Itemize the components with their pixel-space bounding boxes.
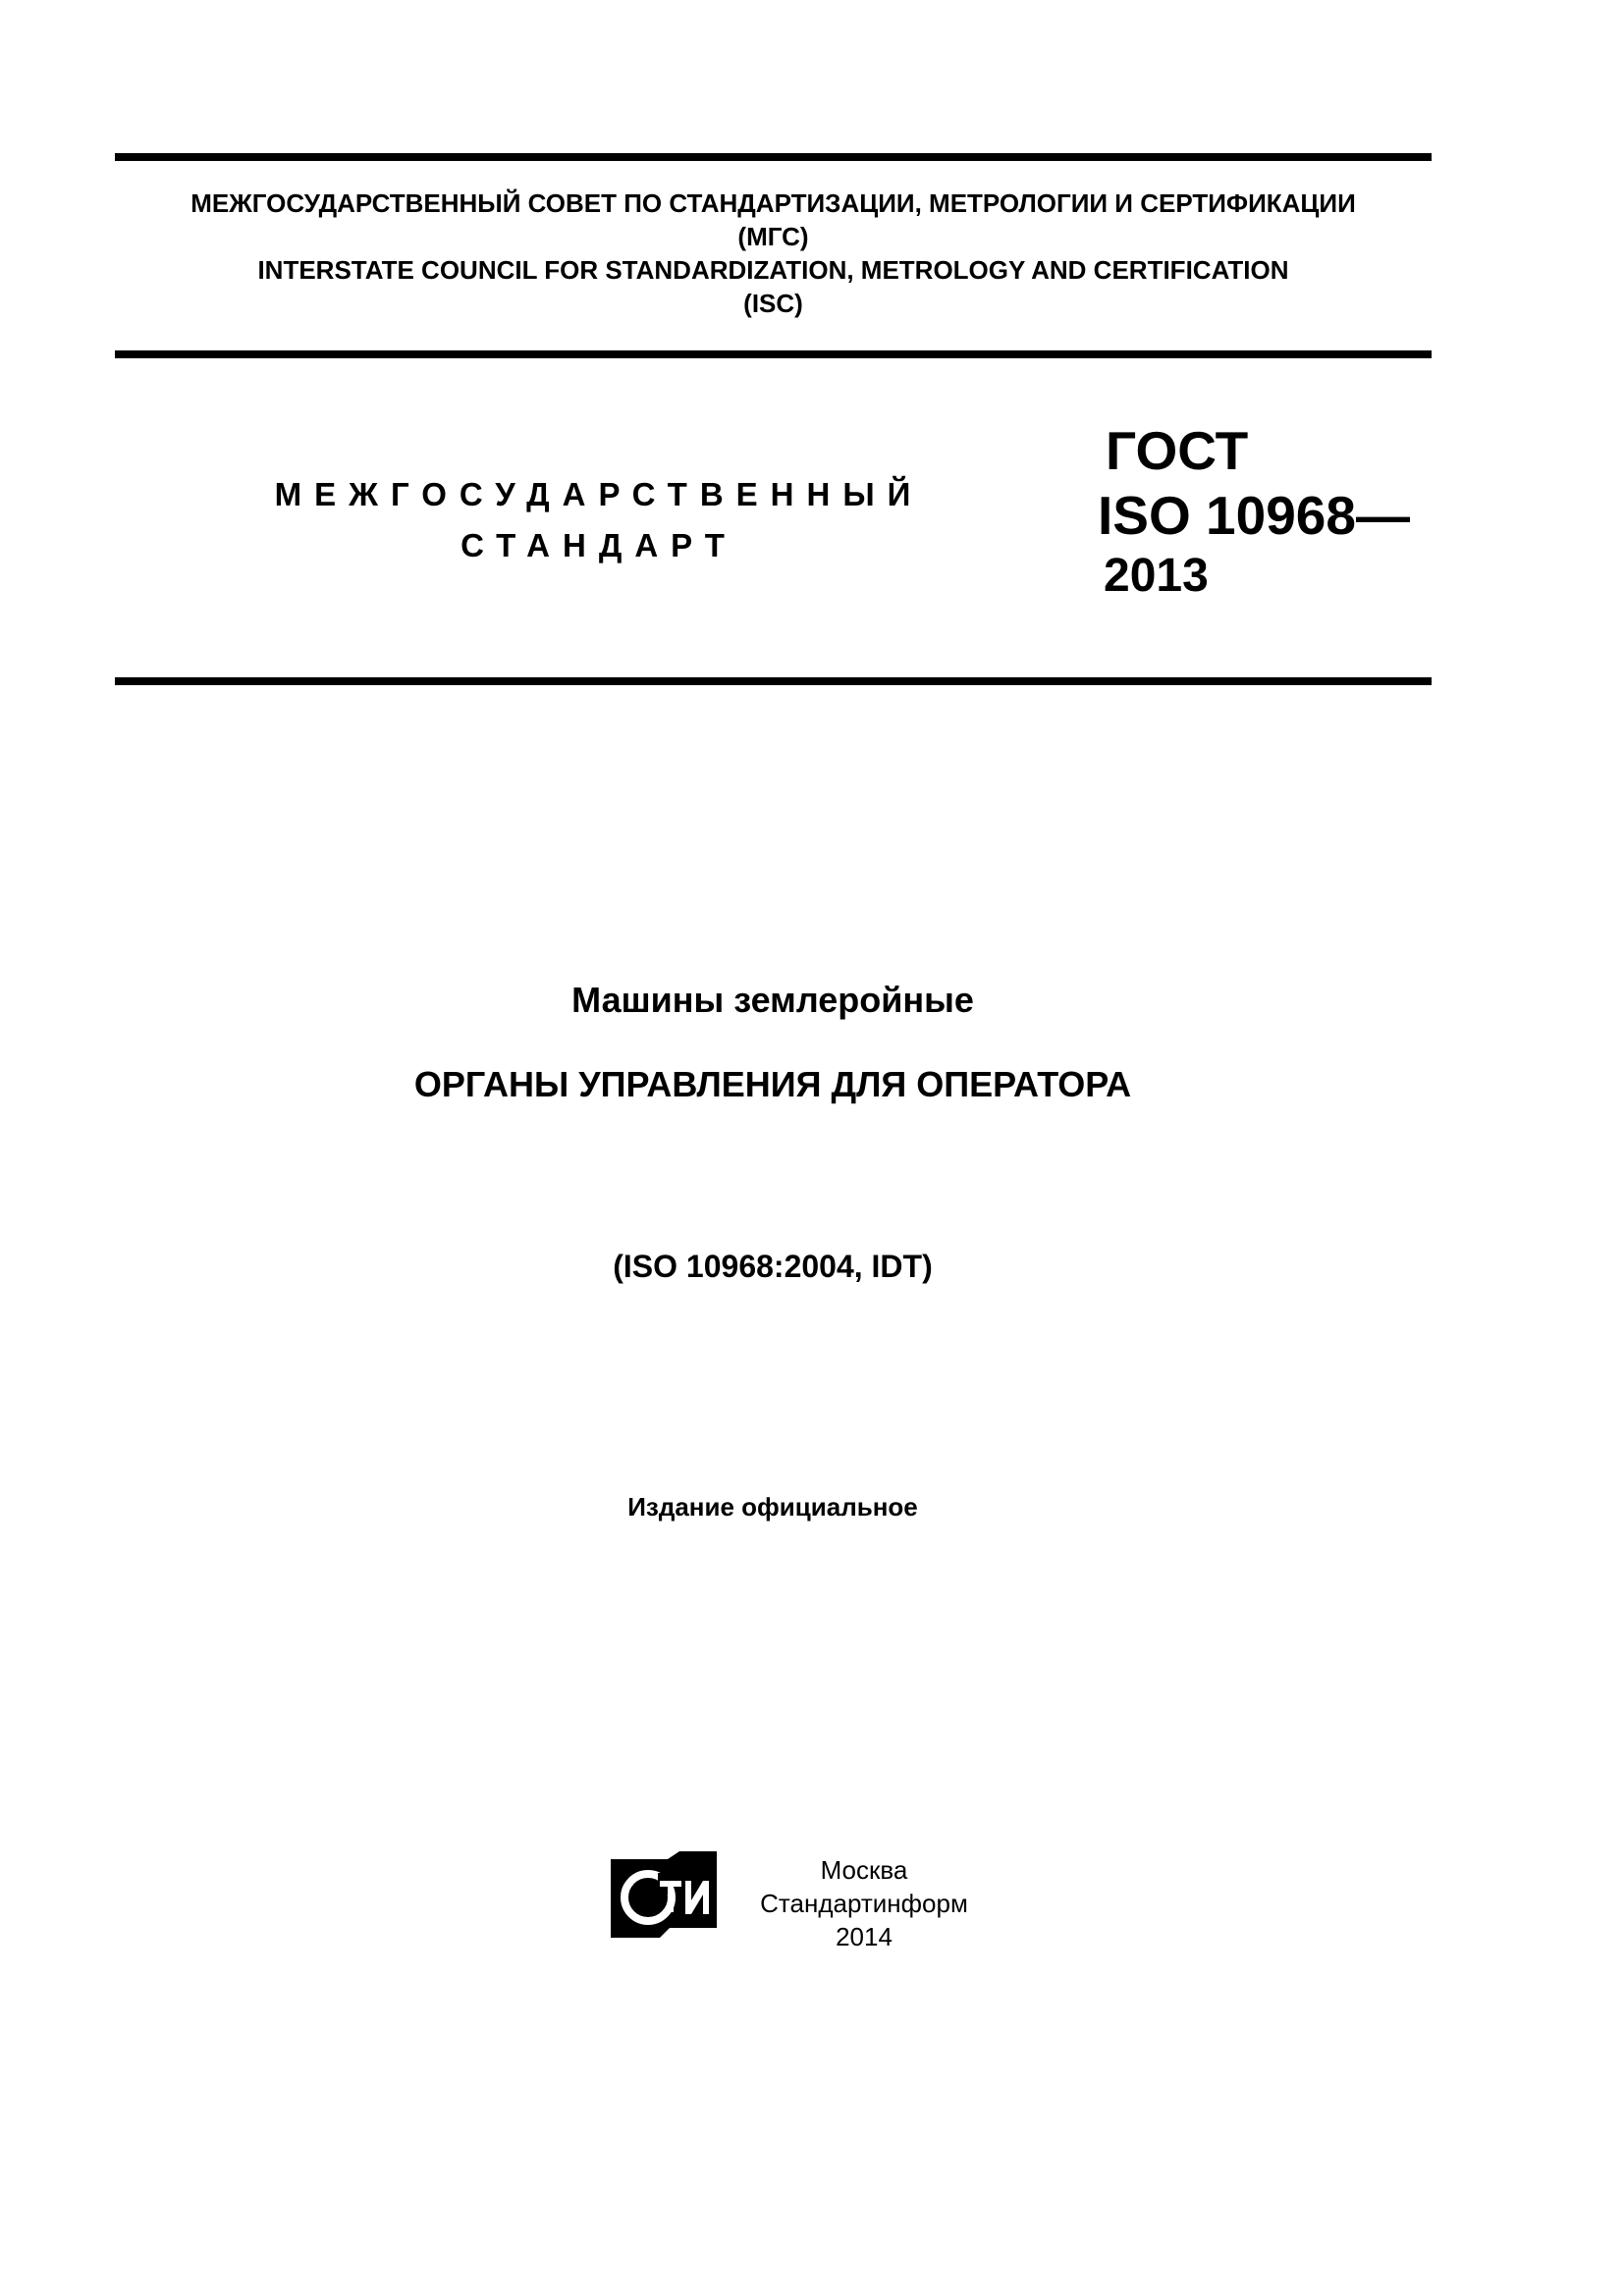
standartinform-logo-icon — [611, 1851, 719, 1940]
standard-designation — [1098, 418, 1410, 605]
publisher-year: 2014 — [836, 1922, 893, 1951]
publisher-city: Москва — [820, 1855, 908, 1885]
council-abbr-en: (ISC) — [743, 289, 803, 318]
document-subtitle: ОРГАНЫ УПРАВЛЕНИЯ ДЛЯ ОПЕРАТОРА — [413, 1064, 1132, 1104]
publisher-info — [727, 1853, 1001, 1953]
standard-type — [245, 469, 952, 571]
publisher-name: Стандартинформ — [760, 1889, 968, 1918]
council-name-en: INTERSTATE COUNCIL FOR STANDARDIZATION, METROLOGY AND CERTIFICATION — [257, 255, 1289, 285]
council-name-ru: МЕЖГОСУДАРСТВЕННЫЙ СОВЕТ ПО СТАНДАРТИЗАЦИИ, МЕТРОЛОГИИ И СЕРТИФИКАЦИИ — [190, 188, 1356, 218]
designation-year: 2013 — [1104, 550, 1209, 602]
top-rule — [115, 153, 1432, 161]
designation-prefix: ГОСТ — [1106, 420, 1249, 481]
standard-type-line2: СТАНДАРТ — [460, 527, 737, 563]
designation-number: ISO 10968— — [1098, 485, 1410, 546]
header-bottom-rule — [115, 677, 1432, 685]
council-header — [115, 187, 1432, 320]
council-abbr-ru: (МГС) — [737, 222, 809, 251]
council-bottom-rule — [115, 350, 1432, 358]
document-title: Машины землеройные — [571, 980, 974, 1020]
edition-label: Издание официальное — [627, 1492, 918, 1522]
iso-reference: (ISO 10968:2004, IDT) — [613, 1249, 933, 1284]
standard-type-line1: МЕЖГОСУДАРСТВЕННЫЙ — [274, 476, 924, 512]
